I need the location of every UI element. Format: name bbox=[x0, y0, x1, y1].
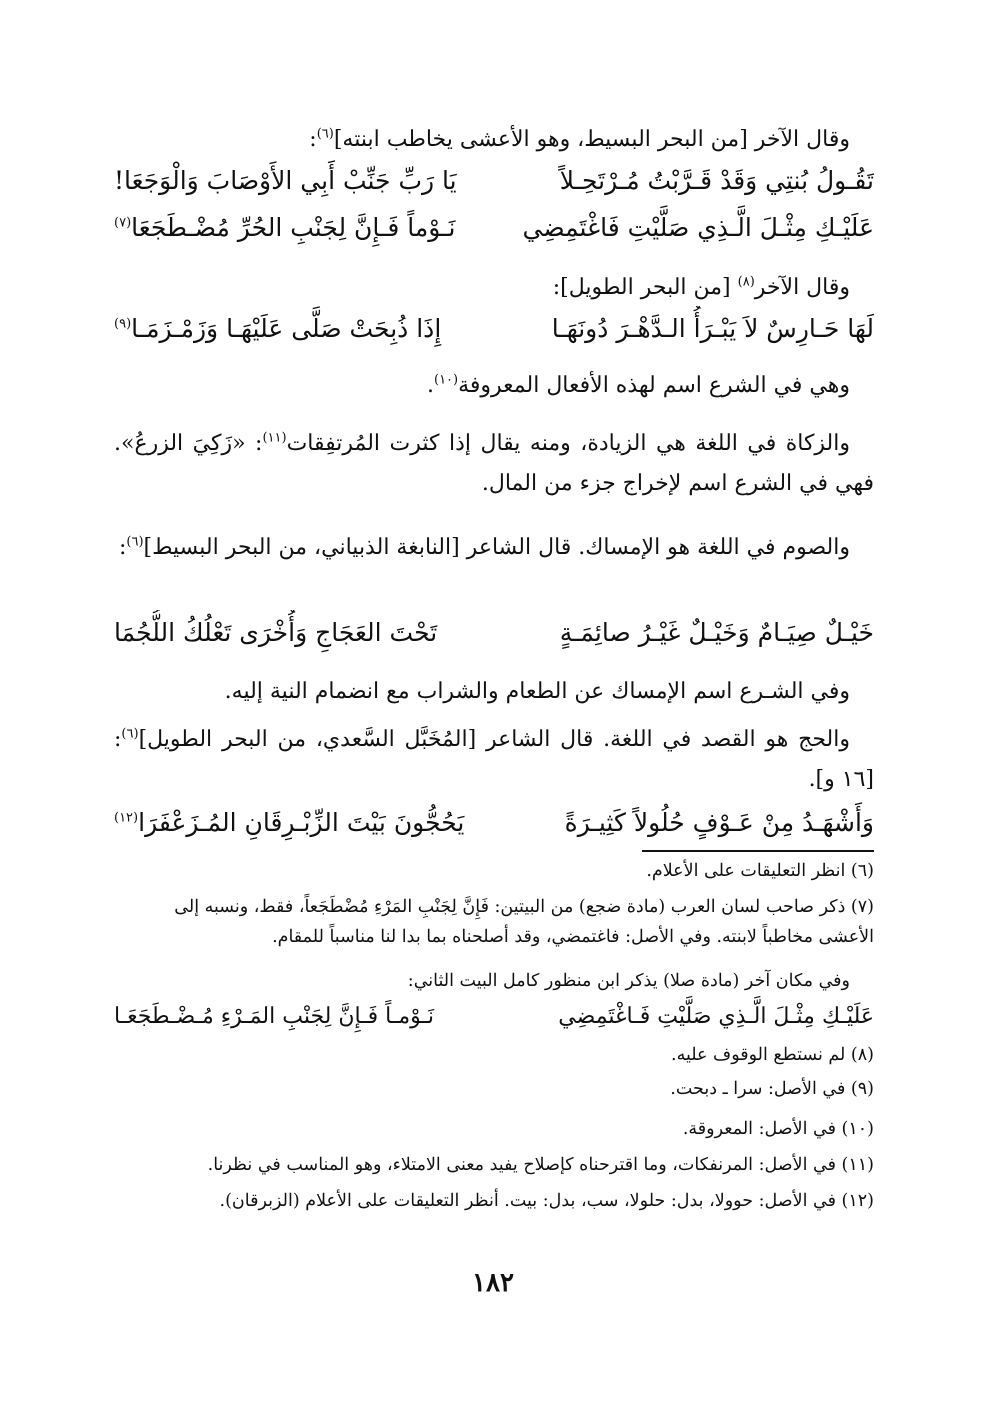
intro-line-1 bbox=[150, 120, 850, 160]
intro-2-rest: [من البحر الطويل]: bbox=[552, 275, 738, 300]
footnote-ref: (١٢) bbox=[114, 810, 139, 826]
footnote-7-verse-second-hemistich: نَـوْمـاً فَـإِنَّ لِجَنْبِ المَـرْءِ مُـضْـطَجَعَـا bbox=[114, 1004, 435, 1029]
verse-1-first-hemistich: تَقُـولُ بُنتِي وَقَدْ قَـرَّبْتُ مُـرْتَحِـلاً bbox=[559, 166, 874, 195]
paragraph-5 bbox=[114, 720, 874, 804]
footnote-12 bbox=[114, 1186, 874, 1250]
intro-2-text: وقال الآخر bbox=[754, 275, 850, 300]
verse-2-second-hemistich bbox=[114, 205, 455, 251]
verse-3 bbox=[114, 306, 874, 352]
footnote-separator bbox=[642, 850, 874, 852]
footnote-7 bbox=[114, 892, 874, 958]
paragraph-2-text-a: والزكاة في اللغة هي الزيادة، ومنه يقال إذا كثرت المُرتفِقات bbox=[286, 431, 850, 456]
verse-2-first-hemistich: عَلَيْـكِ مِثْـلَ الَّـذِي صَلَّيْتِ فَاغْتَمِضِي bbox=[522, 213, 874, 242]
paragraph-1-end: . bbox=[426, 373, 434, 398]
paragraph-1-text: وهي في الشرع اسم لهذه الأفعال المعروفة bbox=[458, 373, 850, 398]
paragraph-1 bbox=[150, 366, 850, 406]
verse-5-first-hemistich: وَأَشْهَـدُ مِنْ عَـوْفٍ حُلُولاً كَثِيـرَةً bbox=[564, 808, 874, 837]
footnote-ref: (١١) bbox=[262, 430, 287, 446]
verse-1 bbox=[114, 158, 874, 204]
paragraph-5-end: : [١٦ و]. bbox=[114, 727, 874, 792]
footnote-11 bbox=[114, 1150, 874, 1180]
paragraph-3-end: : bbox=[118, 535, 127, 560]
footnote-10-text: (١٠) في الأصل: المعروقة. bbox=[682, 1119, 874, 1139]
footnote-ref: (٧) bbox=[114, 215, 132, 231]
footnote-7-verse-first-hemistich: عَلَيْـكِ مِثْـلَ الَّـذِي صَلَّيْتِ فَـاغْتَمِضِي bbox=[558, 1004, 874, 1029]
verse-4-first-hemistich: خَيْـلٌ صِيَـامٌ وَخَيْـلٌ غَيْـرُ صائِمَـةٍ bbox=[559, 618, 874, 647]
intro-1-text: وقال الآخر [من البحر البسيط، وهو الأعشى يخاطب ابنته] bbox=[333, 127, 850, 152]
paragraph-4 bbox=[114, 672, 850, 712]
footnote-8 bbox=[114, 1040, 874, 1070]
footnote-12-text: (١٢) في الأصل: حوولا، بدل: حلولا، سب، بدل: بيت. أنظر التعليقات على الأعلام (الزبرقان). bbox=[219, 1191, 874, 1211]
footnote-ref: (٦) bbox=[316, 126, 334, 142]
footnote-9-text: (٩) في الأصل: سرا ـ دبحت. bbox=[670, 1079, 874, 1099]
footnote-7-continuation-text: وفي مكان آخر (مادة صلا) يذكر ابن منظور كامل البيت الثاني: bbox=[407, 971, 850, 991]
paragraph-2 bbox=[114, 424, 874, 508]
verse-3-second-text: إِذَا ذُبِحَتْ صَلَّى عَلَيْهَـا وَزَمْـزَمَـا bbox=[131, 314, 442, 343]
verse-2 bbox=[114, 205, 874, 251]
verse-3-first-hemistich: لَهَا حَـارِسٌ لاَ يَبْـرَأُ الـدَّهْـرَ دُونَهَـا bbox=[551, 314, 874, 343]
footnote-6-text: (٦) انظر التعليقات على الأعلام. bbox=[646, 861, 874, 881]
page-number: ١٨٢ bbox=[472, 1268, 514, 1298]
intro-line-2 bbox=[150, 268, 850, 308]
verse-5-second-text: يَحُجُّونَ بَيْتَ الزِّبْـرِقَانِ المُـزَعْفَرَا bbox=[138, 808, 465, 837]
verse-4-second-hemistich: تَحْتَ العَجَاجِ وَأُخْرَى تَعْلُكُ اللُّجُمَا bbox=[114, 618, 438, 647]
footnote-8-text: (٨) لم نستطع الوقوف عليه. bbox=[671, 1045, 874, 1065]
intro-1-end: : bbox=[309, 127, 317, 152]
paragraph-5-text: والحج هو القصد في اللغة. قال الشاعر [المُخَبَّل السَّعدي، من البحر الطويل] bbox=[138, 727, 850, 752]
paragraph-2-text-b: : «زَكِيَ الزرعُ». فهي في الشرع اسم لإخراج جزء من المال. bbox=[114, 431, 874, 496]
verse-3-second-hemistich bbox=[114, 306, 441, 352]
footnote-ref: (٦) bbox=[121, 726, 139, 742]
footnote-7-continuation bbox=[114, 966, 850, 996]
footnote-ref: (٩) bbox=[114, 316, 132, 332]
footnote-7-verse bbox=[114, 994, 874, 1040]
footnote-ref: (٦) bbox=[126, 534, 144, 550]
footnote-9 bbox=[114, 1074, 874, 1104]
verse-1-second-hemistich: يَا رَبِّ جَنِّبْ أَبِي الأَوْصَابَ وَالْوَجَعَا! bbox=[114, 166, 457, 195]
verse-4 bbox=[114, 610, 874, 656]
footnote-6 bbox=[114, 856, 874, 886]
verse-5-second-hemistich bbox=[114, 800, 464, 846]
footnote-ref: (٨) bbox=[737, 274, 755, 290]
paragraph-3-text: والصوم في اللغة هو الإمساك. قال الشاعر [النابغة الذبياني، من البحر البسيط] bbox=[143, 535, 850, 560]
footnote-7-text: (٧) ذكر صاحب لسان العرب (مادة ضجع) من البيتين: فَإِنَّ لِجَنْبِ المَرْءِ مُضْطَجَعاً، فقط، ونسبه إلى الأعشى مخاطباً لابنته. وفي الأصل: فاغتمضي، وقد أصلحناه بما بدا لنا مناسباً للمقام. bbox=[174, 897, 874, 947]
verse-5 bbox=[114, 800, 874, 846]
footnote-ref: (١٠) bbox=[433, 372, 459, 388]
verse-2-second-text: نَـوْماً فَـإِنَّ لِجَنْبِ الحُرِّ مُضْـطَجَعَا bbox=[131, 213, 456, 242]
paragraph-4-text: وفي الشـرع اسم الإمساك عن الطعام والشراب مع انضمام النية إليه. bbox=[224, 679, 850, 704]
footnote-10 bbox=[114, 1114, 874, 1144]
footnote-11-text: (١١) في الأصل: المرنفكات، وما اقترحناه كإصلاح يفيد معنى الامتلاء، وهو المناسب في نظرنا. bbox=[207, 1155, 874, 1175]
paragraph-3 bbox=[114, 528, 874, 612]
